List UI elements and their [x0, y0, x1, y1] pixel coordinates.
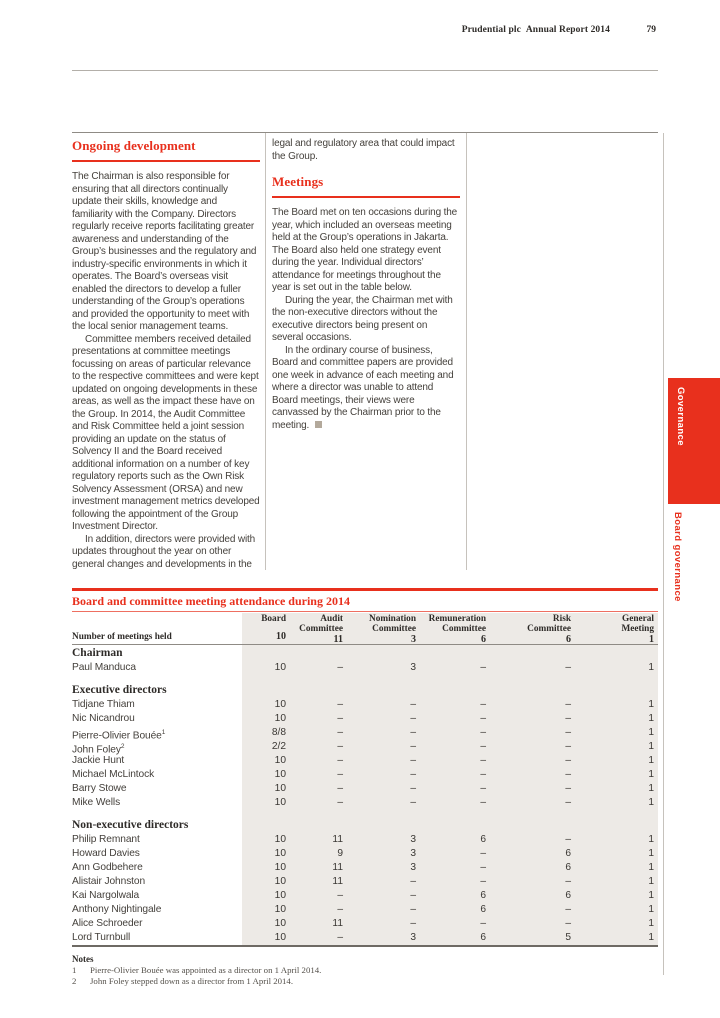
attendance-value: 1	[648, 797, 654, 808]
attendance-value: –	[480, 918, 486, 929]
director-name: Kai Nargolwala	[72, 890, 140, 901]
table-row	[72, 712, 658, 726]
attendance-value: –	[565, 904, 571, 915]
table-row	[72, 875, 658, 889]
attendance-value: –	[565, 876, 571, 887]
attendance-value: –	[410, 741, 416, 752]
director-name: Alistair Johnston	[72, 876, 146, 887]
attendance-table-header	[72, 613, 658, 645]
attendance-value: 10	[274, 932, 286, 943]
attendance-value: –	[565, 834, 571, 845]
attendance-value: 6	[565, 848, 571, 859]
attendance-value: 1	[648, 932, 654, 943]
attendance-value: 11	[332, 862, 343, 873]
attendance-value: –	[480, 699, 486, 710]
attendance-value: –	[337, 727, 343, 738]
attendance-value: –	[565, 783, 571, 794]
attendance-value: 6	[565, 890, 571, 901]
attendance-value: 10	[274, 769, 286, 780]
attendance-value: 1	[648, 904, 654, 915]
attendance-table-body	[72, 645, 658, 947]
attendance-value: –	[410, 918, 416, 929]
table-row	[72, 847, 658, 861]
attendance-value: 6	[480, 890, 486, 901]
table-row	[72, 698, 658, 712]
attendance-value: –	[565, 797, 571, 808]
director-group-heading: Chairman	[72, 647, 123, 659]
table-row	[72, 782, 658, 796]
attendance-value: –	[337, 890, 343, 901]
director-name: Barry Stowe	[72, 783, 127, 794]
column-meeting-count: 11	[333, 634, 343, 646]
attendance-value: –	[410, 876, 416, 887]
table-row	[72, 903, 658, 917]
header-rule	[72, 70, 658, 71]
row-label-header: Number of meetings held	[72, 632, 172, 642]
column-divider	[466, 133, 467, 570]
table-row	[72, 931, 658, 945]
header-brand: Prudential plc	[461, 25, 521, 35]
attendance-value: –	[480, 713, 486, 724]
column-header	[420, 613, 490, 644]
director-group-heading: Executive directors	[72, 684, 167, 696]
note-item	[72, 976, 492, 987]
attendance-value: 3	[410, 862, 416, 873]
governance-tab	[668, 378, 720, 504]
column-meeting-count: 6	[481, 634, 486, 646]
attendance-value: 10	[274, 699, 286, 710]
table-row	[72, 740, 658, 754]
column-ongoing-development	[72, 138, 260, 571]
attendance-value: –	[480, 727, 486, 738]
paragraph: Committee members received detailed presentations at committee meetings focussing on areas of particular relevance to the respective committees and were kept updated on ongoing developments in these areas, as well as the impact these have on the Group. In 2014, the Audit Committee and Risk Committee held a joint session providing an update on the status of Solvency II and the Board received additional information on a number of key regulatory reports such as the Own Risk Solvency Assessment (ORSA) and new investment management metrics developed following the appointment of the Group Investment Director.	[72, 333, 260, 532]
attendance-value: –	[410, 755, 416, 766]
attendance-value: 10	[274, 904, 286, 915]
column-header-label: Audit Committee	[299, 614, 343, 635]
page-number: 79	[646, 25, 656, 35]
attendance-value: 1	[648, 783, 654, 794]
attendance-value: 10	[274, 848, 286, 859]
footnote-reference: 2	[120, 743, 125, 750]
attendance-value: 6	[480, 834, 486, 845]
table-title: Board and committee meeting attendance during 2014	[72, 594, 350, 608]
carryover-paragraph: legal and regulatory area that could impact the Group.	[272, 138, 455, 162]
attendance-value: 1	[648, 848, 654, 859]
column-header-label: Risk Committee	[527, 614, 571, 635]
note-number: 1	[72, 965, 77, 975]
table-row	[72, 917, 658, 931]
attendance-value: –	[480, 783, 486, 794]
note-text: John Foley stepped down as a director from 1 April 2014.	[90, 975, 294, 986]
attendance-value: 1	[648, 769, 654, 780]
attendance-value: 1	[648, 699, 654, 710]
attendance-value: 1	[648, 755, 654, 766]
column-header	[242, 613, 290, 644]
notes-heading: Notes	[72, 954, 94, 964]
attendance-value: –	[337, 783, 343, 794]
attendance-value: –	[480, 662, 486, 673]
attendance-value: 1	[648, 727, 654, 738]
attendance-value: 10	[274, 862, 286, 873]
attendance-value: 1	[648, 741, 654, 752]
ongoing-development-text	[72, 171, 260, 571]
column-header	[290, 613, 347, 644]
attendance-value: –	[480, 797, 486, 808]
table-row	[72, 889, 658, 903]
attendance-value: –	[337, 932, 343, 943]
attendance-value: –	[480, 876, 486, 887]
attendance-table	[72, 613, 658, 947]
column-meeting-count: 10	[276, 631, 286, 642]
table-row	[72, 754, 658, 768]
header-report-title: Annual Report 2014	[525, 25, 610, 35]
column-header	[575, 613, 658, 644]
attendance-value: –	[337, 662, 343, 673]
column-header	[490, 613, 575, 644]
attendance-value: 10	[274, 918, 286, 929]
director-name: Philip Remnant	[72, 834, 140, 845]
footnote-reference: 1	[161, 729, 166, 736]
director-name: Tidjane Thiam	[72, 699, 135, 710]
note-item	[72, 965, 492, 976]
director-name: Lord Turnbull	[72, 932, 131, 943]
director-name: Ann Godbehere	[72, 862, 143, 873]
director-name: Anthony Nightingale	[72, 904, 162, 915]
table-title-bottom-rule	[72, 611, 658, 612]
director-name: Howard Davies	[72, 848, 140, 859]
column-header	[347, 613, 420, 644]
attendance-value: 6	[480, 904, 486, 915]
attendance-value: –	[410, 713, 416, 724]
director-group	[72, 646, 658, 675]
attendance-value: –	[565, 918, 571, 929]
attendance-value: 2/2	[271, 741, 286, 752]
attendance-value: 11	[332, 834, 343, 845]
attendance-value: 3	[410, 932, 416, 943]
attendance-value: 10	[274, 834, 286, 845]
paragraph: During the year, the Chairman met with the non-executive directors without the executive directors being present on several occasions.	[272, 294, 453, 343]
attendance-value: –	[410, 769, 416, 780]
content-top-rule	[72, 132, 658, 133]
attendance-value: 10	[274, 783, 286, 794]
column-header-label: Remuneration Committee	[428, 614, 486, 635]
table-row	[72, 796, 658, 810]
director-name: Paul Manduca	[72, 662, 136, 673]
table-row	[72, 768, 658, 782]
header-meta	[380, 25, 610, 35]
director-name: John Foley$^2$	[72, 743, 125, 756]
note-text: Pierre-Olivier Bouée was appointed as a director on 1 April 2014.	[90, 965, 322, 975]
attendance-value: –	[565, 727, 571, 738]
attendance-value: –	[337, 769, 343, 780]
notes-section	[72, 954, 492, 986]
attendance-value: 10	[274, 890, 286, 901]
attendance-value: 1	[648, 876, 654, 887]
column-meeting-count: 6	[566, 634, 571, 646]
paragraph: The Chairman is also responsible for ensuring that all directors continually update their skills, knowledge and familiarity with the Company. Directors regularly receive reports facilitating greater awareness and understanding of the Group’s businesses and the regulatory and industry-specific environments in which it operates. The Board’s overseas visit enabled the directors to develop a fuller understanding of the Group’s operations and provided the opportunity to meet with the local senior management teams.	[72, 171, 257, 332]
attendance-value: 3	[410, 834, 416, 845]
attendance-value: –	[480, 741, 486, 752]
attendance-value: 9	[337, 848, 343, 859]
director-group	[72, 683, 658, 810]
attendance-value: –	[565, 699, 571, 710]
attendance-value: 5	[565, 932, 571, 943]
attendance-value: 10	[274, 876, 286, 887]
director-name: Pierre-Olivier Bouée$^1$	[72, 729, 166, 742]
column-divider	[265, 133, 266, 570]
attendance-value: –	[480, 755, 486, 766]
attendance-value: 1	[648, 662, 654, 673]
attendance-value: –	[410, 699, 416, 710]
column-meeting-count: 3	[411, 634, 416, 646]
table-row	[72, 861, 658, 875]
column-header-label: Board	[261, 614, 286, 624]
attendance-value: 1	[648, 713, 654, 724]
notes-list	[72, 965, 492, 986]
attendance-value: –	[480, 769, 486, 780]
section-end-marker-icon	[315, 421, 322, 428]
paragraph: In the ordinary course of business, Board and committee papers are provided one week in advance of each meeting and where a director was unable to attend Board meetings, their views were canvassed by the Chairman prior to the meeting.	[272, 344, 454, 431]
attendance-value: –	[410, 783, 416, 794]
attendance-value: 1	[648, 862, 654, 873]
director-name: Mike Wells	[72, 797, 121, 808]
attendance-value: –	[337, 713, 343, 724]
table-title-top-rule	[72, 588, 658, 591]
note-number: 2	[72, 975, 77, 986]
attendance-value: –	[480, 862, 486, 873]
attendance-value: –	[337, 741, 343, 752]
director-name: Alice Schroeder	[72, 918, 143, 929]
section-heading-meetings: Meetings	[272, 174, 460, 198]
attendance-value: 1	[648, 918, 654, 929]
board-governance-label: Board governance	[672, 512, 683, 602]
attendance-value: –	[410, 904, 416, 915]
attendance-value: –	[410, 890, 416, 901]
attendance-value: 10	[274, 662, 286, 673]
director-name: Nic Nicandrou	[72, 713, 135, 724]
attendance-value: 8/8	[271, 727, 286, 738]
attendance-value: 10	[274, 755, 286, 766]
attendance-value: 3	[410, 662, 416, 673]
column-header-label: Nomination Committee	[368, 614, 416, 635]
director-name: Jackie Hunt	[72, 755, 125, 766]
attendance-value: –	[565, 741, 571, 752]
attendance-value: –	[565, 769, 571, 780]
director-group-heading: Non-executive directors	[72, 819, 189, 831]
section-heading-ongoing-development: Ongoing development	[72, 138, 260, 162]
attendance-value: 3	[410, 848, 416, 859]
attendance-value: –	[410, 727, 416, 738]
table-row	[72, 833, 658, 847]
paragraph: The Board met on ten occasions during the year, which included an overseas meeting held at the Group’s operations in Jakarta. The Board also held one strategy event during the year. Individual directors’ attendance for meetings throughout the year is set out in the table below.	[272, 207, 458, 293]
table-row	[72, 726, 658, 740]
attendance-value: –	[565, 755, 571, 766]
attendance-value: 1	[648, 834, 654, 845]
table-row	[72, 661, 658, 675]
attendance-value: 1	[648, 890, 654, 901]
attendance-value: –	[410, 797, 416, 808]
governance-tab-label: Governance	[675, 387, 686, 446]
director-group	[72, 818, 658, 945]
page-edge-divider	[663, 133, 664, 975]
attendance-value: –	[337, 904, 343, 915]
attendance-value: 6	[565, 862, 571, 873]
attendance-value: –	[565, 713, 571, 724]
column-meetings	[272, 138, 460, 432]
paragraph: In addition, directors were provided with updates throughout the year on other general changes and developments in the	[72, 533, 256, 570]
attendance-value: 10	[274, 797, 286, 808]
director-name: Michael McLintock	[72, 769, 155, 780]
attendance-value: 10	[274, 713, 286, 724]
attendance-value: –	[480, 848, 486, 859]
attendance-value: –	[337, 755, 343, 766]
attendance-value: 11	[332, 876, 343, 887]
attendance-value: –	[337, 797, 343, 808]
attendance-value: 11	[332, 918, 343, 929]
meetings-text	[272, 207, 460, 432]
attendance-value: –	[337, 699, 343, 710]
attendance-value: 6	[480, 932, 486, 943]
column-meeting-count: 1	[649, 634, 654, 646]
column-header-label: General Meeting	[621, 614, 654, 635]
attendance-value: –	[565, 662, 571, 673]
